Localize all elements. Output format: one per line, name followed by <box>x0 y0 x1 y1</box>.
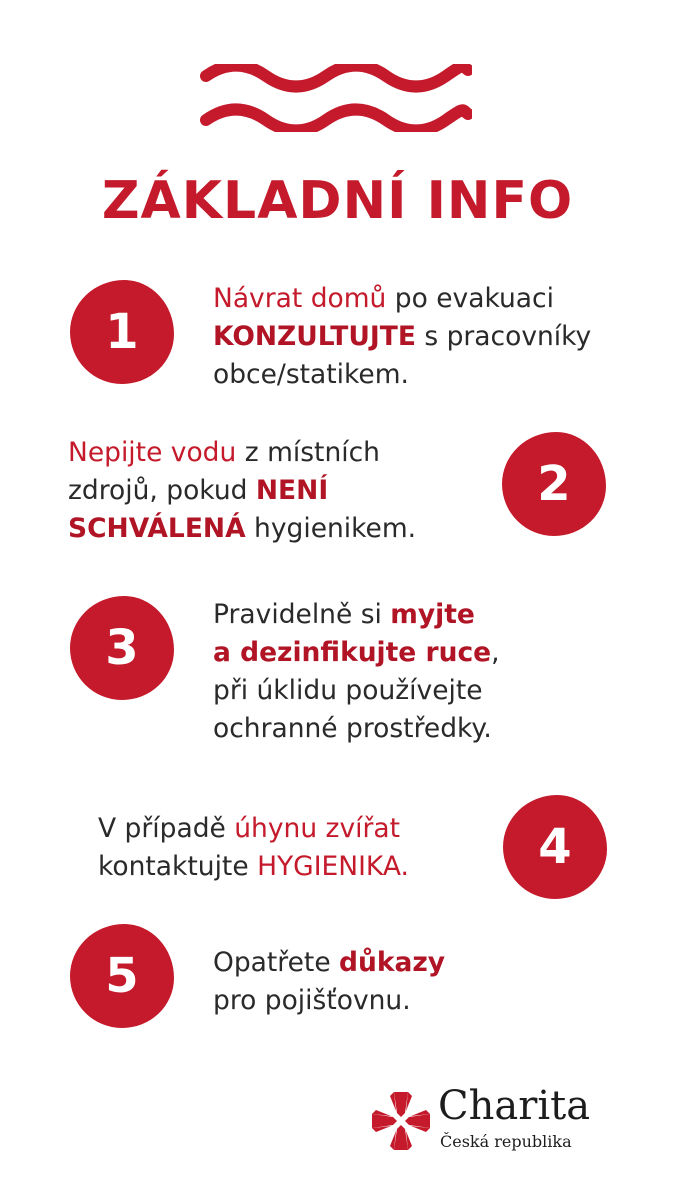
text-segment: myjte <box>390 599 475 630</box>
text-segment: pro pojišťovnu. <box>213 985 411 1016</box>
text-segment: obce/statikem. <box>213 359 409 390</box>
step-text <box>68 434 416 548</box>
text-segment: po evakuaci <box>386 283 554 314</box>
text-segment: a dezinfikujte ruce <box>213 637 492 668</box>
text-segment: KONZULTUJTE <box>213 321 416 352</box>
text-segment: s pracovníky <box>415 321 592 352</box>
text-segment: úhynu zvířat <box>234 813 401 844</box>
text-segment: NENÍ <box>255 475 329 506</box>
text-segment: V případě <box>98 813 235 844</box>
wave-lines-icon <box>200 64 472 132</box>
charita-logo <box>370 1083 610 1158</box>
text-segment: Nepijte vodu <box>68 437 237 468</box>
step-text <box>213 280 591 394</box>
step-text <box>98 810 409 886</box>
text-segment: ochranné prostředky. <box>213 713 492 744</box>
text-segment: Opatřete <box>213 947 340 978</box>
step-number-badge: 5 <box>70 924 174 1028</box>
text-segment: Pravidelně si <box>213 599 391 630</box>
charita-cross-icon <box>370 1090 432 1152</box>
text-segment: HYGIENIKA. <box>257 851 409 882</box>
step-text <box>213 596 500 748</box>
step-number-badge: 2 <box>502 432 606 536</box>
text-segment: důkazy <box>339 947 446 978</box>
text-segment: kontaktujte <box>98 851 258 882</box>
step-number-badge: 1 <box>70 280 174 384</box>
text-segment: při úklidu používejte <box>213 675 483 706</box>
text-segment: SCHVÁLENÁ <box>68 513 246 544</box>
text-segment: z místních <box>236 437 380 468</box>
text-segment: hygienikem. <box>245 513 417 544</box>
text-segment: zdrojů, pokud <box>68 475 256 506</box>
page-title: ZÁKLADNÍ INFO <box>101 171 574 231</box>
step-number-badge: 4 <box>503 795 607 899</box>
step-text <box>213 944 445 1020</box>
text-segment: , <box>491 637 500 668</box>
logo-name: Charita <box>438 1083 591 1129</box>
step-number-badge: 3 <box>70 596 174 700</box>
logo-subtitle: Česká republika <box>440 1132 572 1151</box>
text-segment: Návrat domů <box>213 283 387 314</box>
